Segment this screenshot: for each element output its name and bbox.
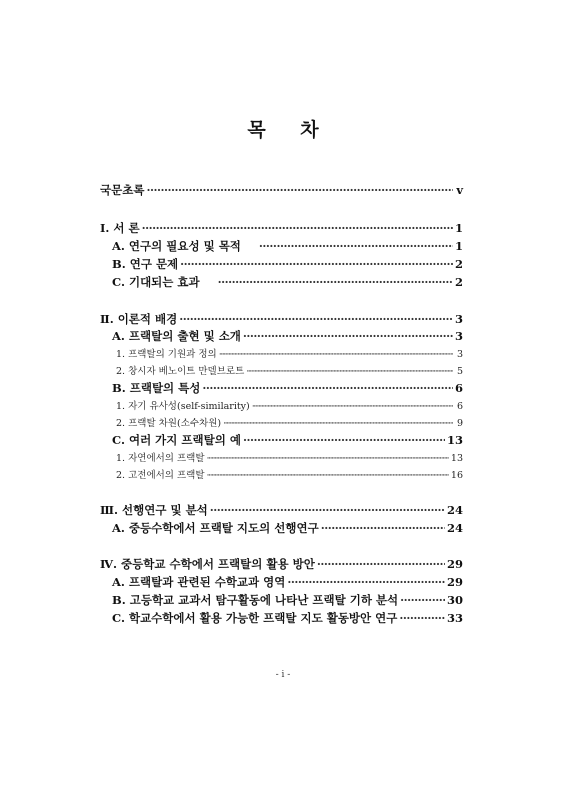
toc-entry-label: A. 프랙탈의 출현 및 소개 <box>112 329 241 343</box>
toc-entry-label: C. 기대되는 효과 <box>112 275 200 289</box>
toc-entry-subsection-2b1[interactable] <box>0 398 566 412</box>
toc-entry-page: 6 <box>454 381 463 395</box>
toc-dot-leader <box>223 418 453 429</box>
toc-entry-page: 3 <box>454 329 463 343</box>
toc-entry-page: 1 <box>454 239 463 253</box>
toc-entry-label: B. 프랙탈의 특성 <box>112 381 201 395</box>
toc-entry-page: 29 <box>446 557 463 571</box>
toc-entry-subsection-2c2[interactable] <box>0 467 566 481</box>
toc-dot-leader <box>219 349 453 360</box>
toc-entry-page: 3 <box>454 312 463 326</box>
toc-entry-page: 9 <box>456 418 463 429</box>
toc-entry-page: 16 <box>450 470 463 481</box>
toc-entry-page: 1 <box>454 221 463 235</box>
toc-entry-section-4a[interactable] <box>0 574 566 590</box>
toc-entry-page: 24 <box>446 521 463 535</box>
toc-dot-leader <box>399 611 445 625</box>
toc-entry-subsection-2b2[interactable] <box>0 415 566 429</box>
toc-entry-label: 2. 창시자 베노이트 만델브로트 <box>116 366 245 377</box>
toc-entry-label: C. 여러 가지 프랙탈의 예 <box>112 433 241 447</box>
toc-entry-label: 국문초록 <box>100 183 145 197</box>
page-number-footer: - i - <box>275 670 291 680</box>
toc-entry-label: B. 고등학교 교과서 탐구활동에 나타난 프랙탈 기하 분석 <box>112 593 399 607</box>
toc-entry-label: Ⅲ. 선행연구 및 분석 <box>100 503 208 517</box>
toc-entry-page: 3 <box>456 349 463 360</box>
toc-dot-leader <box>210 503 445 517</box>
toc-entry-page: 29 <box>446 575 463 589</box>
toc-entry-label: B. 연구 문제 <box>112 257 179 271</box>
toc-entry-page: 24 <box>446 503 463 517</box>
toc-entry-page: 6 <box>456 401 463 412</box>
toc-entry-page: v <box>456 183 463 197</box>
toc-dot-leader <box>218 275 453 289</box>
toc-dot-leader <box>207 470 449 481</box>
toc-entry-label: Ⅳ. 중등학교 수학에서 프랙탈의 활용 방안 <box>100 557 315 571</box>
toc-entry-label: 1. 자기 유사성(self-similarity) <box>116 401 250 412</box>
toc-entry-page: 33 <box>446 611 463 625</box>
toc-entry-page: 13 <box>450 453 463 464</box>
toc-dot-leader <box>317 557 445 571</box>
toc-dot-leader <box>207 453 449 464</box>
toc-entry-section-4b[interactable] <box>0 592 566 608</box>
toc-entry-chapter-2[interactable] <box>0 311 566 327</box>
toc-entry-section-4c[interactable] <box>0 610 566 626</box>
toc-entry-label: 1. 프랙탈의 기원과 정의 <box>116 349 217 360</box>
toc-dot-leader <box>400 593 445 607</box>
toc-entry-page: 30 <box>446 593 463 607</box>
toc-dot-leader <box>252 401 453 412</box>
toc-entry-label: 1. 자연에서의 프랙탈 <box>116 453 205 464</box>
toc-entry-abstract[interactable] <box>0 182 566 198</box>
page-title: 목 차 <box>247 119 333 141</box>
toc-entry-section-2c[interactable] <box>0 432 566 448</box>
toc-entry-subsection-2a1[interactable] <box>0 346 566 360</box>
toc-entry-section-1c[interactable] <box>0 274 566 290</box>
toc-entry-section-2b[interactable] <box>0 380 566 396</box>
toc-dot-leader <box>243 433 445 447</box>
toc-dot-leader <box>246 366 453 377</box>
toc-entry-section-3a[interactable] <box>0 520 566 536</box>
toc-dot-leader <box>180 257 453 271</box>
toc-entry-label: Ⅱ. 이론적 배경 <box>100 312 178 326</box>
toc-dot-leader <box>179 312 453 326</box>
toc-dot-leader <box>202 381 453 395</box>
toc-entry-page: 2 <box>454 275 463 289</box>
toc-dot-leader <box>243 329 453 343</box>
toc-entry-label: 2. 프랙탈 차원(소수차원) <box>116 418 222 429</box>
toc-entry-label: A. 중등수학에서 프랙탈 지도의 선행연구 <box>112 521 319 535</box>
toc-entry-chapter-1[interactable] <box>0 220 566 236</box>
toc-dot-leader <box>287 575 445 589</box>
toc-entry-label: 2. 고전에서의 프랙탈 <box>116 470 205 481</box>
toc-entry-page: 13 <box>446 433 463 447</box>
toc-entry-label: C. 학교수학에서 활용 가능한 프랙탈 지도 활동방안 연구 <box>112 611 398 625</box>
toc-dot-leader <box>321 521 445 535</box>
toc-dot-leader <box>259 239 453 253</box>
toc-entry-page: 5 <box>456 366 463 377</box>
toc-dot-leader <box>146 183 453 197</box>
toc-dot-leader <box>142 221 453 235</box>
toc-entry-chapter-4[interactable] <box>0 556 566 572</box>
toc-entry-section-1b[interactable] <box>0 256 566 272</box>
toc-entry-section-1a[interactable] <box>0 238 566 254</box>
toc-entry-label: A. 연구의 필요성 및 목적 <box>112 239 241 253</box>
toc-entry-label: A. 프랙탈과 관련된 수학교과 영역 <box>112 575 286 589</box>
toc-entry-label: Ⅰ. 서 론 <box>100 221 140 235</box>
toc-entry-section-2a[interactable] <box>0 328 566 344</box>
toc-entry-page: 2 <box>454 257 463 271</box>
toc-entry-chapter-3[interactable] <box>0 502 566 518</box>
toc-entry-subsection-2a2[interactable] <box>0 363 566 377</box>
toc-entry-subsection-2c1[interactable] <box>0 450 566 464</box>
